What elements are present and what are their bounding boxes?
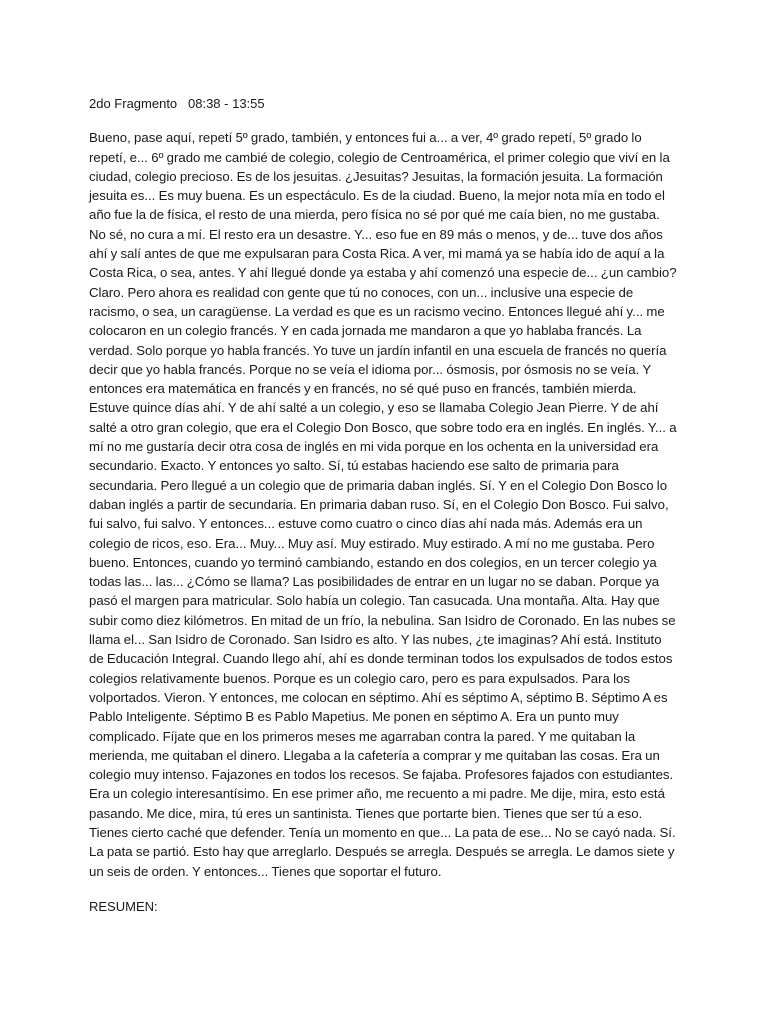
fragment-heading: 2do Fragmento 08:38 - 13:55	[89, 96, 265, 111]
summary-label: RESUMEN:	[89, 898, 158, 914]
transcript-paragraph: Bueno, pase aquí, repetí 5º grado, también, y entonces fui a... a ver, 4º grado repetí, 5º grado lo repetí, e... 6º grado me cambié de colegio, colegio de Centroamérica, el primer colegio que viví en la ciudad, colegio precioso. Es de los jesuitas. ¿Jesuitas? Jesuitas, la formación jesuita. La formación jesuita es... Es muy buena. Es un espectáculo. Es de la ciudad. Bueno, la mejor nota mía en todo el año fue la de física, el resto de una mierda, pero física no sé por qué me caía bien, no me gustaba. No sé, no cura a mí. El resto era un desastre. Y... eso fue en 89 más o menos, y de... tuve dos años ahí y salí antes de que me expulsaran para Costa Rica. A ver, mi mamá ya se había ido de aquí a la Costa Rica, o sea, antes. Y ahí llegué donde ya estaba y ahí comenzó una especie de... ¿un cambio? Claro. Pero ahora es realidad con gente que tú no conoces, con un... inclusive una especie de racismo, o sea, un caragüense. La verdad es que es un racismo vecino. Entonces llegué ahí y... me colocaron en un colegio francés. Y en cada jornada me mandaron a que yo hablaba francés. La verdad. Solo porque yo habla francés. Yo tuve un jardín infantil en una escuela de francés no quería decir que yo habla francés. Porque no se veía el idioma por... ósmosis, por ósmosis no se veía. Y entonces era matemática en francés y en francés, no sé qué puso en francés, también mierda. Estuve quince días ahí. Y de ahí salté a un colegio, y eso se llamaba Colegio Jean Pierre. Y de ahí salté a otro gran colegio, que era el Colegio Don Bosco, que sobre todo era en inglés. En inglés. Y... a mí no me gustaría decir otra cosa de inglés en mi vida porque en los ochenta en la universidad era secundario. Exacto. Y entonces yo salto. Sí, tú estabas haciendo ese salto de primaria para secundaria. Pero llegué a un colegio que de primaria daban inglés. Sí. Y en el Colegio Don Bosco lo daban inglés a partir de secundaria. En primaria daban ruso. Sí, en el Colegio Don Bosco. Fui salvo, fui salvo, fui salvo. Y entonces... estuve como cuatro o cinco días ahí nada más. Además era un colegio de ricos, eso. Era... Muy... Muy así. Muy estirado. Muy estirado. A mí no me gustaba. Pero bueno. Entonces, cuando yo terminó cambiando, estando en dos colegios, en un tercer colegio ya todas las... las... ¿Cómo se llama? Las posibilidades de entrar en un lugar no se daban. Porque ya pasó el margen para matricular. Solo había un colegio. Tan casucada. Una montaña. Alta. Hay que subir como diez kilómetros. En mitad de un frío, la nebulina. San Isidro de Coronado. En las nubes se llama el... San Isidro de Coronado. San Isidro es alto. Y las nubes, ¿te imaginas? Ahí está. Instituto de Educación Integral. Cuando llego ahí, ahí es donde terminan todos los expulsados de todos estos colegios relativamente buenos. Porque es un colegio caro, pero es para expulsados. Para los volportados. Vieron. Y entonces, me colocan en séptimo. Ahí es séptimo A, séptimo B. Séptimo A es Pablo Inteligente. Séptimo B es Pablo Mapetius. Me ponen en séptimo A. Era un punto muy complicado. Fíjate que en los primeros meses me agarraban contra la pared. Y me quitaban la merienda, me quitaban el dinero. Llegaba a la cafetería a comprar y me quitaban las cosas. Era un colegio muy intenso. Fajazones en todos los recesos. Se fajaba. Profesores fajados con estudiantes. Era un colegio interesantísimo. En ese primer año, me recuento a mi padre. Me dije, mira, esto está pasando. Me dice, mira, tú eres un santinista. Tienes que portarte bien. Tienes que ser tú a eso. Tienes cierto caché que defender. Tenía un momento en que... La pata de ese... No se cayó nada. Sí. La pata se partió. Esto hay que arreglarlo. Después se arregla. Después se arregla. Le damos siete y un seis de orden. Y entonces... Tienes que soportar el futuro.	[89, 130, 677, 879]
document-content	[89, 94, 679, 916]
